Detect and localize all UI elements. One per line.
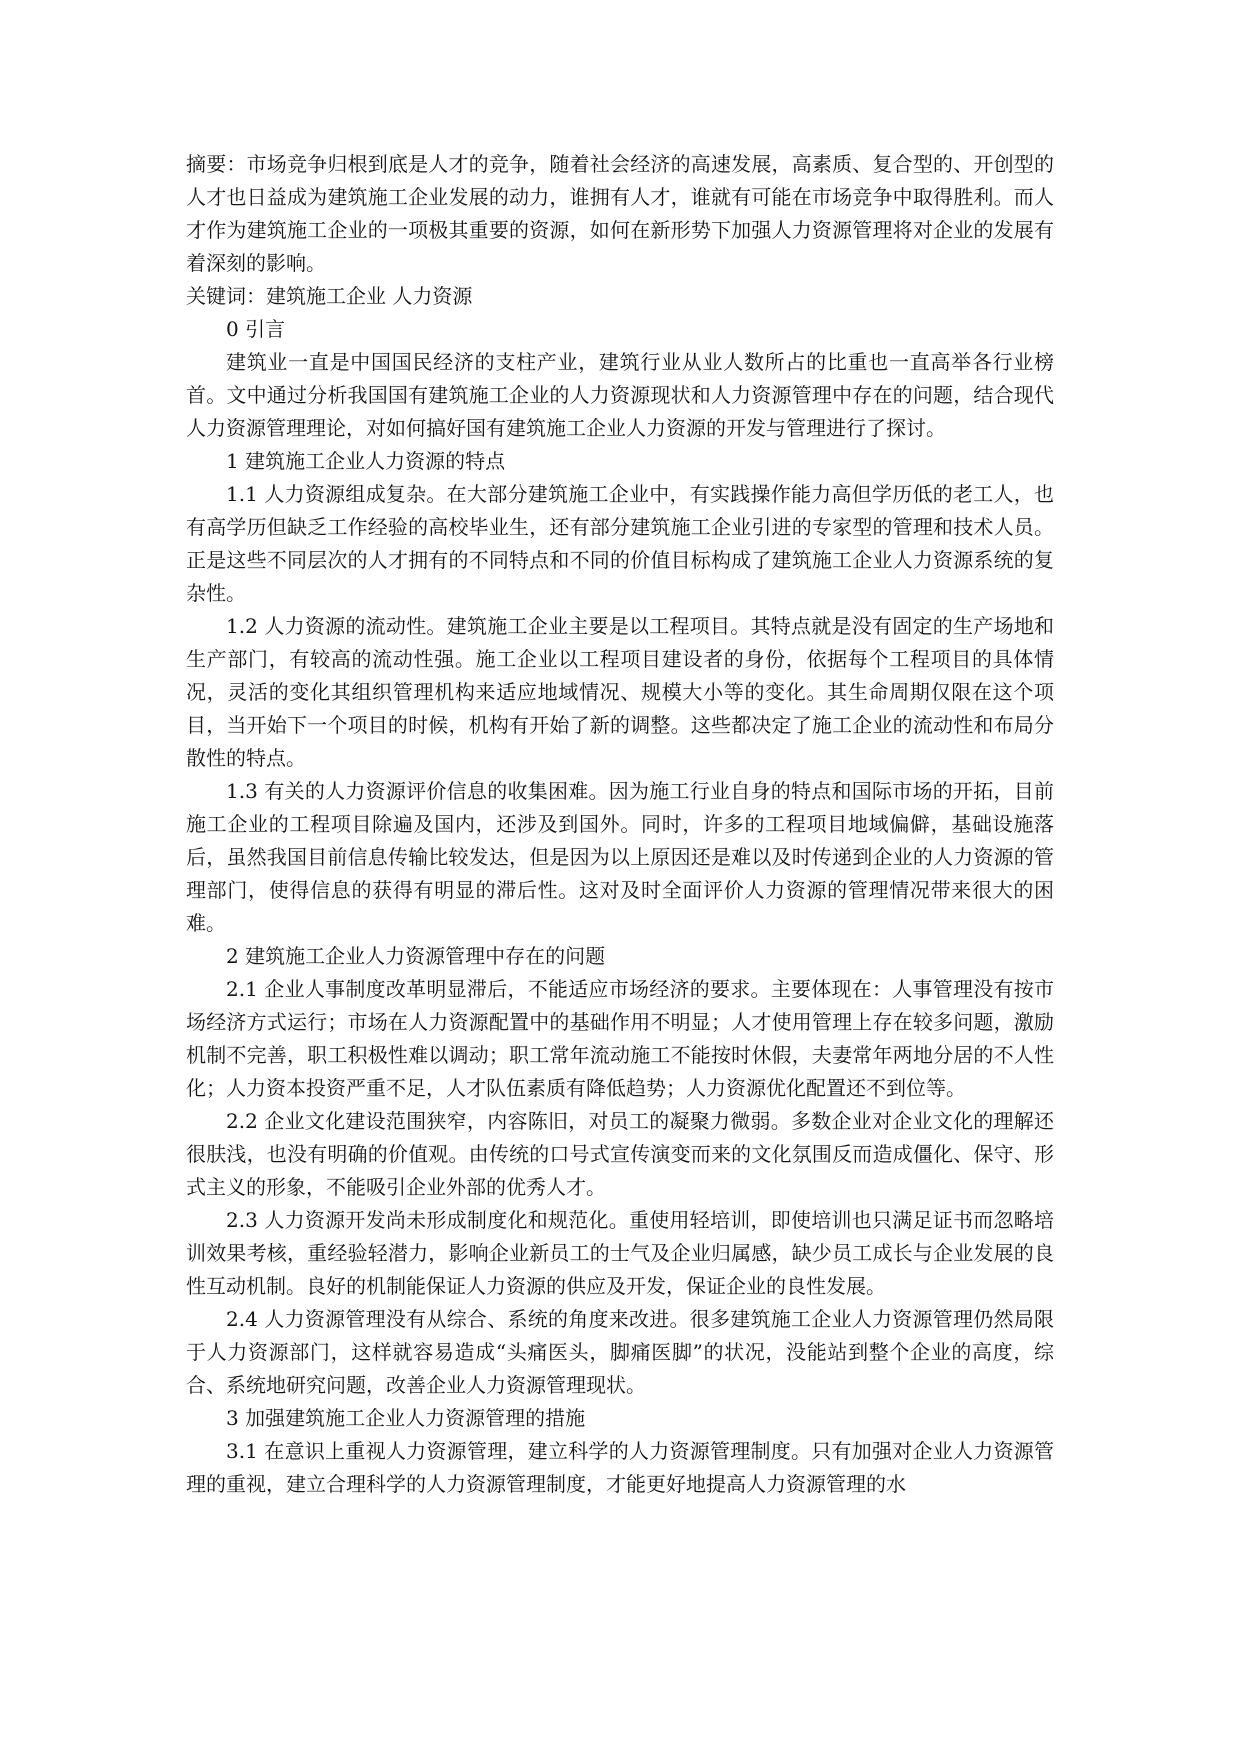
section-heading-2: 2 建筑施工企业人力资源管理中存在的问题 [226,944,606,968]
body-paragraph: 2.3 人力资源开发尚未形成制度化和规范化。重使用轻培训，即使培训也只满足证书而忽略培训效果考核，重经验轻潜力，影响企业新员工的士气及企业归属感，缺少员工成长与企业发展的良性互动机制。良好的机制能保证人力资源的供应及开发，保证企业的良性发展。 [186,1208,1054,1298]
body-paragraph: 2.4 人力资源管理没有从综合、系统的角度来改进。很多建筑施工企业人力资源管理仍然局限于人力资源部门，这样就容易造成“头痛医头，脚痛医脚”的状况，没能站到整个企业的高度，综合、系统地研究问题，改善企业人力资源管理现状。 [186,1307,1054,1397]
keywords-line: 关键词：建筑施工企业 人力资源 [186,284,473,308]
body-paragraph: 1.1 人力资源组成复杂。在大部分建筑施工企业中，有实践操作能力高但学历低的老工人，也有高学历但缺乏工作经验的高校毕业生，还有部分建筑施工企业引进的专家型的管理和技术人员。正是这些不同层次的人才拥有的不同特点和不同的价值目标构成了建筑施工企业人力资源系统的复杂性。 [186,482,1054,605]
body-paragraph: 1.3 有关的人力资源评价信息的收集困难。因为施工行业自身的特点和国际市场的开拓，目前施工企业的工程项目除遍及国内，还涉及到国外。同时，许多的工程项目地域偏僻，基础设施落后，虽然我国目前信息传输比较发达，但是因为以上原因还是难以及时传递到企业的人力资源的管理部门，使得信息的获得有明显的滞后性。这对及时全面评价人力资源的管理情况带来很大的困难。 [186,779,1054,935]
body-paragraph: 3.1 在意识上重视人力资源管理，建立科学的人力资源管理制度。只有加强对企业人力资源管理的重视，建立合理科学的人力资源管理制度，才能更好地提高人力资源管理的水 [186,1439,1054,1496]
body-paragraph: 1.2 人力资源的流动性。建筑施工企业主要是以工程项目。其特点就是没有固定的生产场地和生产部门，有较高的流动性强。施工企业以工程项目建设者的身份，依据每个工程项目的具体情况，灵活的变化其组织管理机构来适应地域情况、规模大小等的变化。其生命周期仅限在这个项目，当开始下一个项目的时候，机构有开始了新的调整。这些都决定了施工企业的流动性和布局分散性的特点。 [186,614,1054,770]
section-heading-intro: 0 引言 [226,317,286,341]
document-page [186,148,1054,1501]
body-paragraph: 建筑业一直是中国国民经济的支柱产业，建筑行业从业人数所占的比重也一直高举各行业榜首。文中通过分析我国国有建筑施工企业的人力资源现状和人力资源管理中存在的问题，结合现代人力资源管理理论，对如何搞好国有建筑施工企业人力资源的开发与管理进行了探讨。 [186,350,1054,440]
section-heading-1: 1 建筑施工企业人力资源的特点 [226,449,506,473]
section-heading-3: 3 加强建筑施工企业人力资源管理的措施 [226,1406,586,1430]
body-paragraph: 2.1 企业人事制度改革明显滞后，不能适应市场经济的要求。主要体现在：人事管理没有按市场经济方式运行；市场在人力资源配置中的基础作用不明显；人才使用管理上存在较多问题，激励机制不完善，职工积极性难以调动；职工常年流动施工不能按时休假，夫妻常年两地分居的不人性化；人力资本投资严重不足，人才队伍素质有降低趋势；人力资源优化配置还不到位等。 [186,977,1054,1100]
abstract-paragraph: 摘要：市场竞争归根到底是人才的竞争，随着社会经济的高速发展，高素质、复合型的、开创型的人才也日益成为建筑施工企业发展的动力，谁拥有人才，谁就有可能在市场竞争中取得胜利。而人才作为建筑施工企业的一项极其重要的资源，如何在新形势下加强人力资源管理将对企业的发展有着深刻的影响。 [186,152,1054,275]
body-paragraph: 2.2 企业文化建设范围狭窄，内容陈旧，对员工的凝聚力微弱。多数企业对企业文化的理解还很肤浅，也没有明确的价值观。由传统的口号式宣传演变而来的文化氛围反而造成僵化、保守、形式主义的形象，不能吸引企业外部的优秀人才。 [186,1109,1054,1199]
